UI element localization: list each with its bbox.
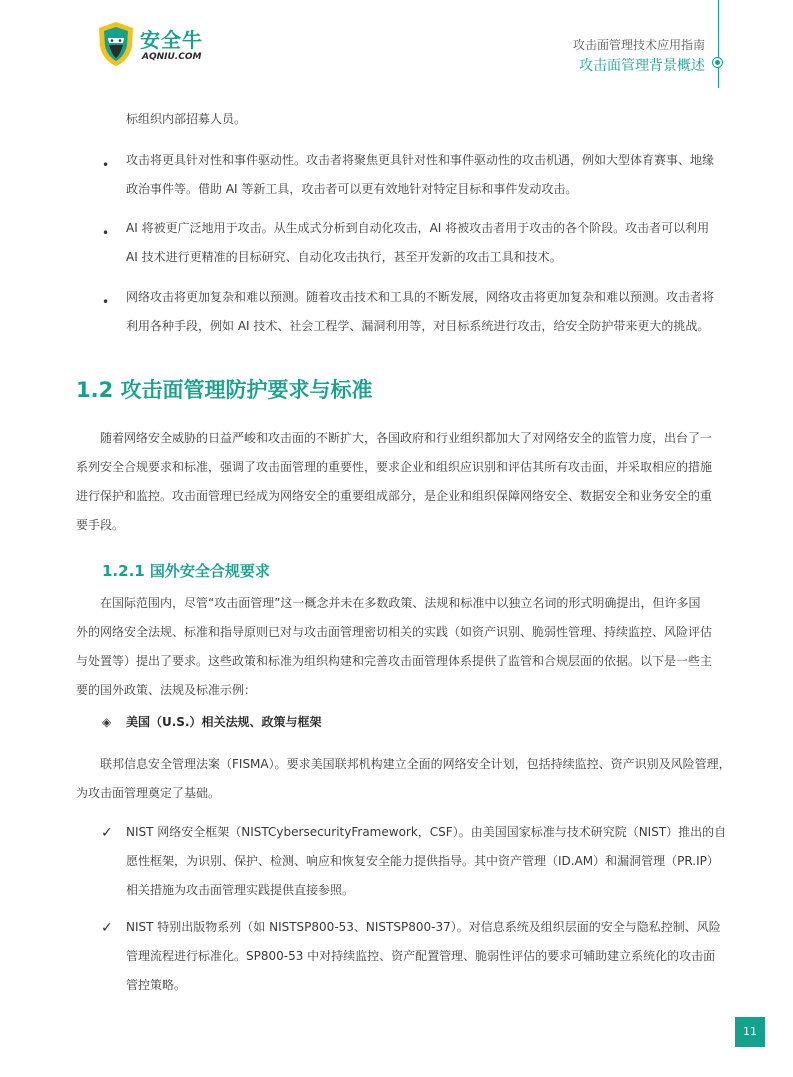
text-line: 利用各种手段，例如 AI 技术、社会工程学、漏洞利用等，对目标系统进行攻击，给安全防护带来更大的挑战。 bbox=[126, 319, 710, 333]
page-number: 11 bbox=[735, 1017, 765, 1047]
subsection-paragraph bbox=[76, 589, 712, 705]
brand-logo bbox=[96, 20, 206, 72]
text-line: 政治事件等。借助 AI 等新工具，攻击者可以更有效地针对特定目标和事件发动攻击。 bbox=[126, 182, 578, 196]
bullet-dot-icon: • bbox=[102, 295, 110, 309]
bullet-item bbox=[126, 283, 714, 341]
text-line: AI 技术进行更精准的目标研究、自动化攻击执行，甚至开发新的攻击工具和技术。 bbox=[126, 250, 562, 264]
logo-chinese-name: 安全牛 bbox=[140, 28, 203, 52]
check-mark-icon: ✓ bbox=[101, 920, 113, 936]
subsection-heading: 1.2.1 国外安全合规要求 bbox=[102, 562, 270, 580]
text-line: 相关措施为攻击面管理实践提供直接参照。 bbox=[126, 883, 355, 897]
text-line: 与处置等）提出了要求。这些政策和标准为组织构建和完善攻击面管理体系提供了监管和合规层面的依据。以下是一些主 bbox=[76, 654, 713, 668]
text-line: 进行保护和监控。攻击面管理已经成为网络安全的重要组成部分，是企业和组织保障网络安全、数据安全和业务安全的重 bbox=[76, 489, 713, 503]
text-line: 标组织内部招募人员。 bbox=[126, 112, 247, 126]
header-divider bbox=[718, 0, 719, 88]
text-line: NIST 网络安全框架（NISTCybersecurityFramework，CSF）。由美国国家标准与技术研究院（NIST）推出的自 bbox=[126, 825, 727, 839]
text-line: 要的国外政策、法规及标准示例： bbox=[76, 683, 257, 697]
fisma-paragraph bbox=[76, 750, 731, 808]
logo-domain: AQNIU.COM bbox=[142, 52, 202, 62]
bullet-item bbox=[126, 146, 714, 204]
check-item bbox=[126, 818, 726, 905]
text-line: AI 将被更广泛地用于攻击。从生成式分析到自动化攻击，AI 将被攻击者用于攻击的各个阶段。攻击者可以利用 bbox=[126, 221, 710, 235]
text-line: 系列安全合规要求和标准，强调了攻击面管理的重要性，要求企业和组织应识别和评估其所有攻击面，并采取相应的措施 bbox=[76, 460, 713, 474]
report-title: 攻击面管理技术应用指南 bbox=[572, 38, 705, 52]
bullet-dot-icon: • bbox=[102, 226, 110, 240]
text-line: NIST 特别出版物系列（如 NISTSP800-53、NISTSP800-37）。对信息系统及组织层面的安全与隐私控制、风险 bbox=[126, 920, 721, 934]
bullet-item bbox=[126, 214, 709, 272]
text-line: 要手段。 bbox=[76, 518, 125, 532]
check-item bbox=[126, 913, 721, 1000]
text-line: 在国际范围内，尽管“攻击面管理”这一概念并未在多数政策、法规和标准中以独立名词的形式明确提出，但许多国 bbox=[100, 596, 701, 610]
shield-mascot-icon bbox=[96, 20, 136, 68]
text-line: 随着网络安全威胁的日益严峻和攻击面的不断扩大，各国政府和行业组织都加大了对网络安全的监管力度，出台了一 bbox=[100, 431, 713, 445]
text-line: 管控策略。 bbox=[126, 978, 187, 992]
text-line: 愿性框架，为识别、保护、检测、响应和恢复安全能力提供指导。其中资产管理（ID.AM）和漏洞管理（PR.IP） bbox=[126, 854, 719, 868]
text-line: 外的网络安全法规、标准和指导原则已对与攻击面管理密切相关的实践（如资产识别、脆弱性管理、持续监控、风险评估 bbox=[76, 625, 713, 639]
text-line: 联邦信息安全管理法案（FISMA）。要求美国联邦机构建立全面的网络安全计划，包括持续监控、资产识别及风险管理， bbox=[100, 757, 731, 771]
diamond-bullet-icon: ◈ bbox=[102, 715, 112, 729]
text-line: 攻击将更具针对性和事件驱动性。攻击者将聚焦更具针对性和事件驱动性的攻击机遇，例如大型体育赛事、地缘 bbox=[126, 153, 715, 167]
text-line: 网络攻击将更加复杂和难以预测。随着攻击技术和工具的不断发展，网络攻击将更加复杂和难以预测。攻击者将 bbox=[126, 290, 715, 304]
section-heading: 1.2 攻击面管理防护要求与标准 bbox=[76, 378, 373, 402]
us-regulations-heading: 美国（U.S.）相关法规、政策与框架 bbox=[126, 715, 322, 729]
bullet-dot-icon: • bbox=[102, 158, 110, 172]
check-mark-icon: ✓ bbox=[101, 825, 113, 841]
header-marker-icon bbox=[712, 57, 723, 68]
section-paragraph bbox=[76, 424, 712, 540]
intro-tail-paragraph bbox=[126, 105, 246, 134]
text-line: 为攻击面管理奠定了基础。 bbox=[76, 786, 221, 800]
text-line: 管理流程进行标准化。SP800-53 中对持续监控、资产配置管理、脆弱性评估的要求可辅助建立系统化的攻击面 bbox=[126, 949, 716, 963]
section-title: 攻击面管理背景概述 bbox=[579, 58, 705, 74]
